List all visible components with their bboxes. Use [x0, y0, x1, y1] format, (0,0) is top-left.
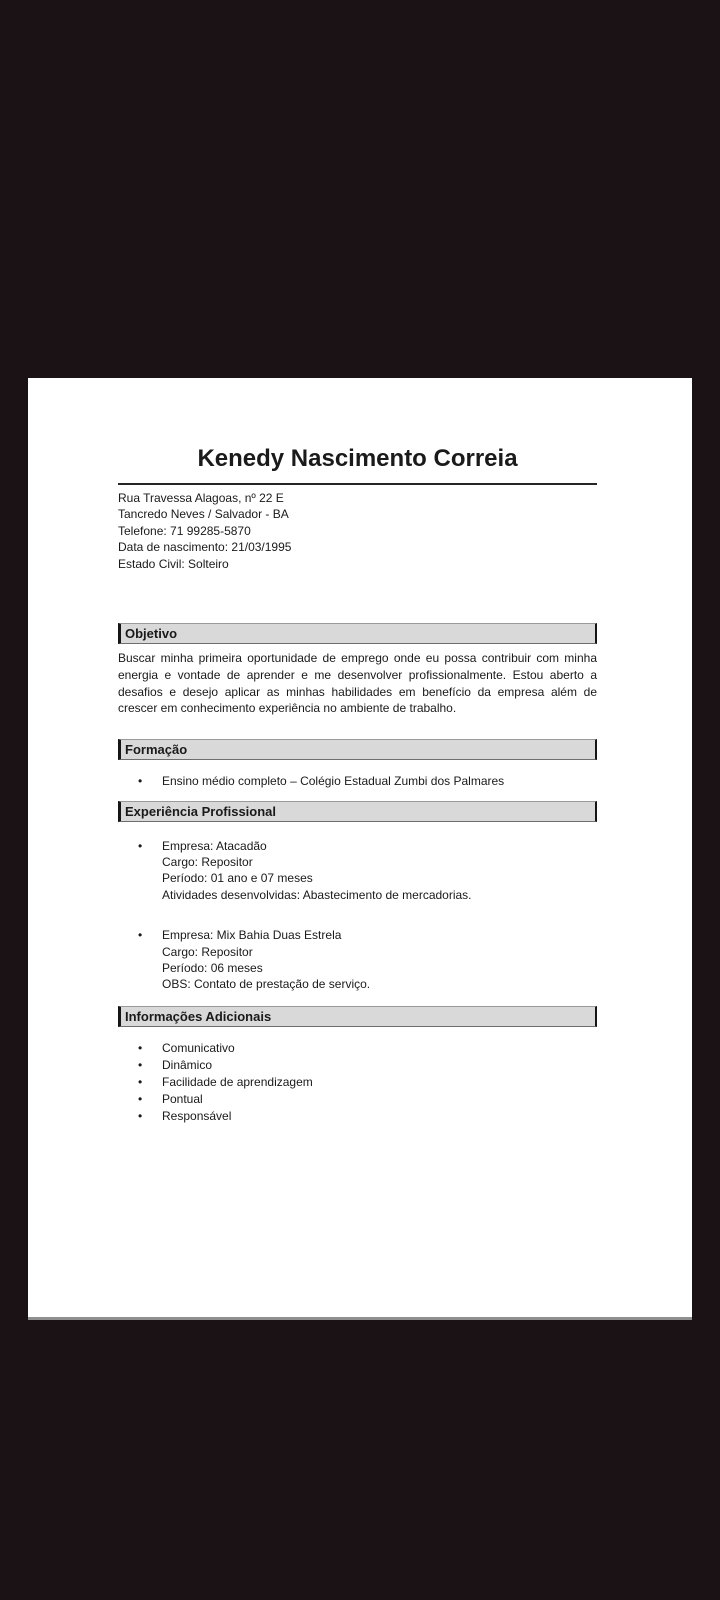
section-heading-objetivo	[118, 623, 597, 644]
document-header	[118, 444, 597, 485]
list-item-label: Responsável	[162, 1108, 232, 1123]
bullet-icon: •	[138, 1057, 143, 1072]
list-item	[118, 1108, 597, 1125]
bullet-icon: •	[138, 1108, 143, 1123]
list-item-label: Facilidade de aprendizagem	[162, 1074, 313, 1089]
section-heading-formacao	[118, 739, 597, 760]
contact-line-city: Tancredo Neves / Salvador - BA	[118, 507, 289, 522]
document-page	[28, 378, 692, 1317]
job-item	[118, 927, 597, 993]
contact-line-phone: Telefone: 71 99285-5870	[118, 523, 251, 538]
formacao-list	[118, 773, 597, 789]
job-period: Período: 06 meses	[162, 961, 263, 976]
section-heading-label: Informações Adicionais	[125, 1008, 272, 1024]
list-item	[118, 1091, 597, 1108]
list-item	[118, 1057, 597, 1074]
section-heading-label: Objetivo	[125, 626, 178, 642]
objetivo-paragraph: Buscar minha primeira oportunidade de emprego onde eu possa contribuir com minha energia e vontade de aprender e me desenvolver profissionalmente. Estou aberto a desafios e desejo aplicar as minhas habilidades em benefício da empresa além de crescer em conhecimento experiência no ambiente de trabalho.	[118, 651, 597, 716]
job-note: OBS: Contato de prestação de serviço.	[162, 977, 371, 992]
section-heading-adicionais	[118, 1006, 597, 1027]
bullet-icon: •	[138, 1040, 143, 1055]
job-company: Empresa: Atacadão	[162, 838, 267, 853]
section-heading-label: Experiência Profissional	[125, 803, 277, 819]
list-item	[118, 773, 597, 789]
contact-line-address: Rua Travessa Alagoas, nº 22 E	[118, 491, 284, 505]
bullet-icon: •	[138, 928, 143, 943]
bullet-icon: •	[138, 1074, 143, 1089]
job-company: Empresa: Mix Bahia Duas Estrela	[162, 928, 342, 943]
list-item	[118, 1074, 597, 1091]
list-item-label: Dinâmico	[162, 1057, 213, 1072]
bullet-icon: •	[138, 1091, 143, 1106]
section-heading-experiencia	[118, 801, 597, 822]
list-item-label: Ensino médio completo – Colégio Estadual Zumbi dos Palmares	[162, 774, 505, 789]
experiencia-list	[118, 838, 597, 993]
contact-line-marital-status: Estado Civil: Solteiro	[118, 556, 229, 571]
contact-line-birthdate: Data de nascimento: 21/03/1995	[118, 540, 292, 555]
page-title: Kenedy Nascimento Correia	[197, 445, 518, 472]
bullet-icon: •	[138, 838, 143, 853]
adicionais-list	[118, 1040, 597, 1125]
section-heading-label: Formação	[125, 742, 188, 758]
contact-block	[118, 490, 597, 572]
job-item	[118, 838, 597, 904]
bullet-icon: •	[138, 774, 143, 789]
job-activities: Atividades desenvolvidas: Abastecimento de mercadorias.	[162, 887, 472, 902]
job-period: Período: 01 ano e 07 meses	[162, 871, 313, 886]
list-item	[118, 1040, 597, 1057]
job-role: Cargo: Repositor	[162, 944, 253, 959]
job-role: Cargo: Repositor	[162, 855, 253, 870]
list-item-label: Comunicativo	[162, 1040, 235, 1055]
list-item-label: Pontual	[162, 1091, 203, 1106]
